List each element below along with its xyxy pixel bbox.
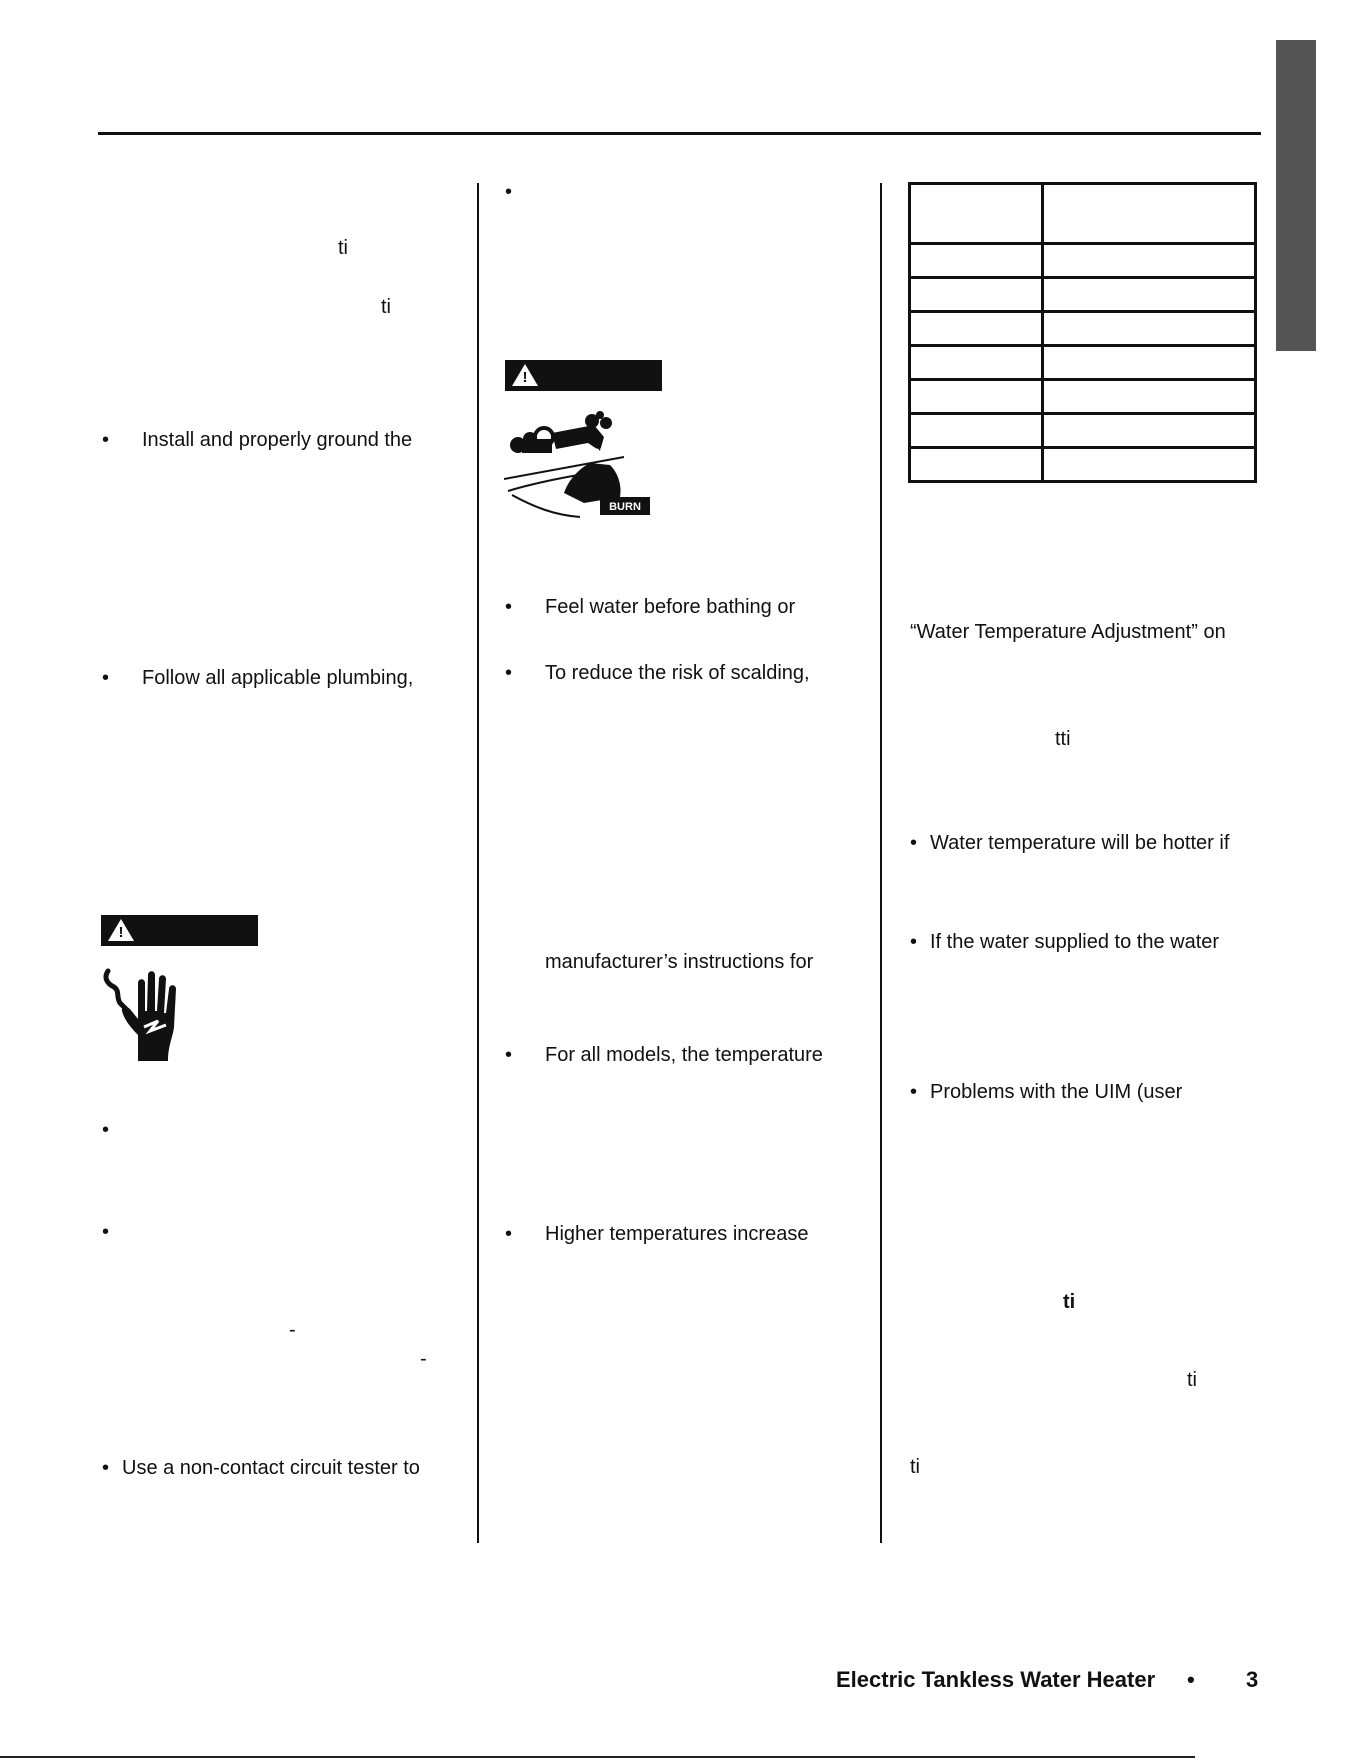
table-cell: [910, 312, 1043, 346]
bullet-marker: •: [910, 832, 918, 854]
temperature-table: [908, 182, 1257, 483]
warning-bar-scald: [505, 360, 662, 391]
text-manufacturer-instructions: manufacturer’s instructions for: [545, 951, 814, 973]
column-divider-1: [477, 183, 479, 1543]
bullet-text-uim: Problems with the UIM (user: [930, 1081, 1183, 1103]
table-cell: [910, 184, 1043, 244]
table-cell: [1043, 278, 1256, 312]
table-cell: [1043, 414, 1256, 448]
electrical-shock-icon: [100, 965, 186, 1065]
bullet-text-ground: Install and properly ground the: [142, 429, 413, 451]
warning-bar-electrical: [101, 915, 258, 946]
page-number: 3: [1246, 1667, 1259, 1692]
bullet-marker: •: [102, 1457, 110, 1479]
bullet-text-models: For all models, the temperature: [545, 1044, 823, 1066]
warning-triangle-icon: !: [512, 364, 538, 386]
header-rule: [98, 132, 1261, 135]
bullet-marker: •: [505, 1044, 513, 1066]
hot-label: HOT: [586, 447, 606, 457]
bottom-rule: [0, 1756, 1195, 1758]
bullet-marker: •: [505, 662, 513, 684]
table-cell: [910, 448, 1043, 482]
bullet-marker: •: [910, 1081, 918, 1103]
table-row: [910, 346, 1256, 380]
text-fragment: ti: [910, 1456, 920, 1478]
table-row: [910, 414, 1256, 448]
column-divider-2: [880, 183, 882, 1543]
bullet-text-tester: Use a non-contact circuit tester to: [122, 1457, 420, 1479]
table-cell: [910, 414, 1043, 448]
text-fragment: ti: [1187, 1369, 1197, 1391]
table-cell: [1043, 346, 1256, 380]
table-header-row: [910, 184, 1256, 244]
bullet-text-feel-water: Feel water before bathing or: [545, 596, 796, 618]
bullet-marker: •: [505, 1223, 513, 1245]
text-fragment: tti: [1055, 728, 1071, 750]
text-fragment: ti: [1063, 1291, 1076, 1313]
text-fragment: ti: [338, 237, 348, 259]
text-fragment: -: [289, 1319, 296, 1341]
table-cell: [910, 380, 1043, 414]
bullet-text-plumbing: Follow all applicable plumbing,: [142, 667, 414, 689]
bullet-marker: •: [102, 1119, 110, 1141]
bullet-text-scalding: To reduce the risk of scalding,: [545, 662, 810, 684]
table-cell: [1043, 244, 1256, 278]
bullet-marker: •: [102, 429, 110, 451]
table-cell: [1043, 312, 1256, 346]
warning-triangle-icon: !: [108, 919, 134, 941]
hot-water-burn-icon: [504, 411, 652, 521]
table-cell: [910, 244, 1043, 278]
bullet-text-hotter: Water temperature will be hotter if: [930, 832, 1230, 854]
table-row: [910, 278, 1256, 312]
bullet-marker: •: [505, 596, 513, 618]
table-cell: [910, 346, 1043, 380]
table-cell: [1043, 184, 1256, 244]
burn-label: BURN: [609, 501, 641, 513]
table-cell: [910, 278, 1043, 312]
text-water-temp-adjustment: “Water Temperature Adjustment” on: [910, 621, 1226, 643]
text-fragment: ti: [381, 296, 391, 318]
table-row: [910, 448, 1256, 482]
table-row: [910, 312, 1256, 346]
footer-title: Electric Tankless Water Heater: [836, 1667, 1156, 1692]
text-fragment: -: [420, 1348, 427, 1370]
table-row: [910, 244, 1256, 278]
bullet-marker: •: [102, 1221, 110, 1243]
table-cell: [1043, 380, 1256, 414]
table-cell: [1043, 448, 1256, 482]
bullet-marker: •: [910, 931, 918, 953]
table-row: [910, 380, 1256, 414]
bullet-marker: •: [102, 667, 110, 689]
bullet-text-supplied: If the water supplied to the water: [930, 931, 1220, 953]
section-tab: [1276, 40, 1316, 351]
bullet-text-higher-temps: Higher temperatures increase: [545, 1223, 809, 1245]
bullet-marker: •: [505, 181, 513, 203]
footer-separator: •: [1187, 1667, 1195, 1692]
